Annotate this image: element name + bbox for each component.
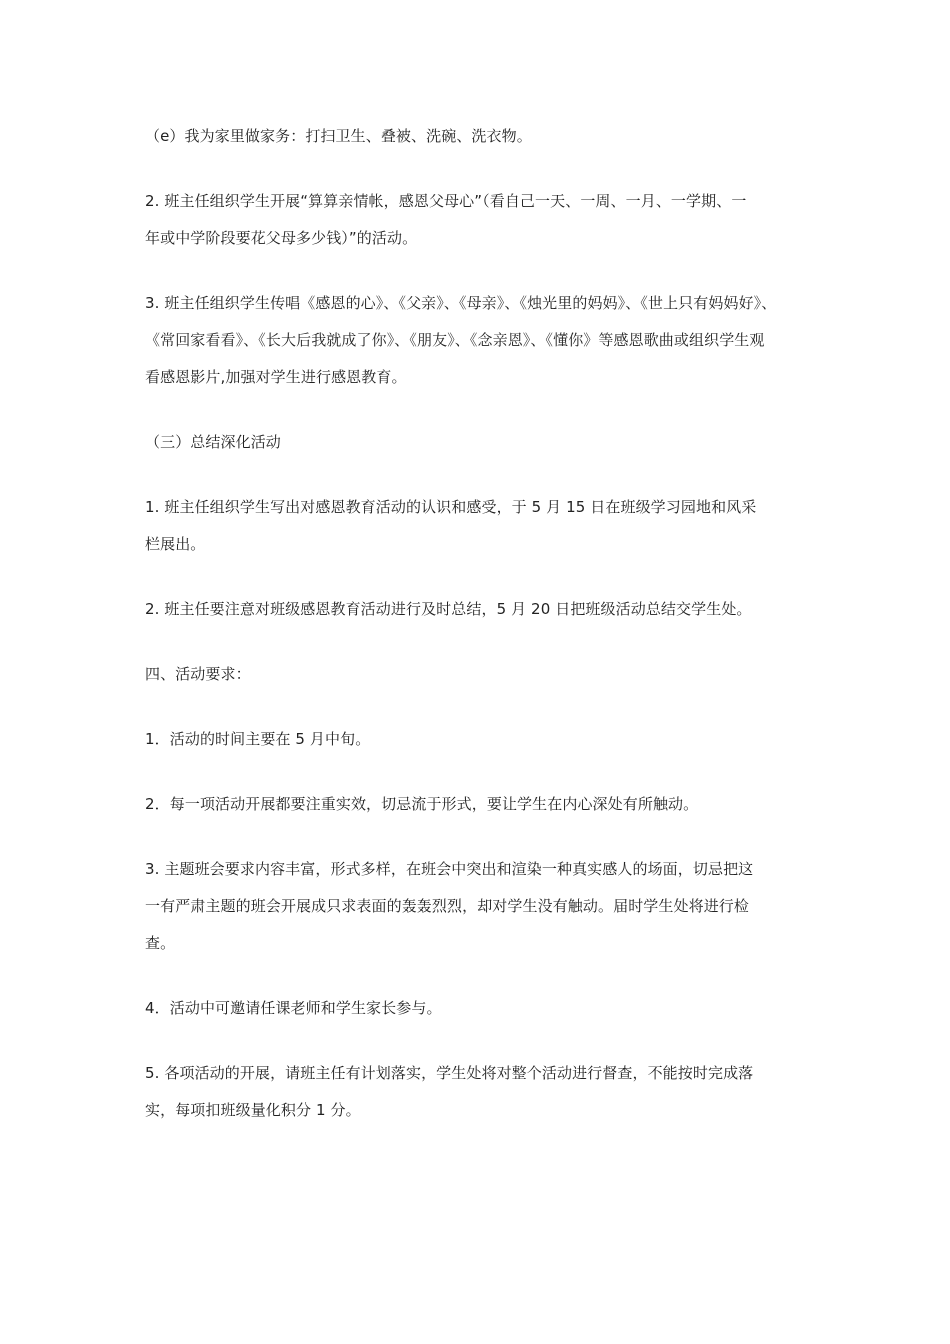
- text-line: 实，每项扣班级量化积分 1 分。: [145, 1101, 361, 1119]
- document-page: [145, 118, 815, 1157]
- requirement-item-2: [145, 786, 815, 823]
- text-line: 看感恩影片,加强对学生进行感恩教育。: [145, 368, 407, 386]
- requirement-item-4: [145, 990, 815, 1027]
- text-line: 2. 班主任组织学生开展“算算亲情帐，感恩父母心”（看自己一天、一周、一月、一学期、一: [145, 192, 747, 210]
- section-heading-requirements: [145, 656, 815, 693]
- text-line: 1．活动的时间主要在 5 月中旬。: [145, 730, 371, 748]
- paragraph-family-account: [145, 183, 815, 257]
- text-line: 四、活动要求：: [145, 665, 251, 683]
- requirement-item-1: [145, 721, 815, 758]
- text-line: 《常回家看看》、《长大后我就成了你》、《朋友》、《念亲恩》、《懂你》等感恩歌曲或组织学生观: [145, 331, 765, 349]
- text-line: 3. 班主任组织学生传唱《感恩的心》、《父亲》、《母亲》、《烛光里的妈妈》、《世上只有妈妈好》、: [145, 294, 777, 312]
- paragraph-housework: [145, 118, 815, 155]
- text-line: （三）总结深化活动: [145, 433, 281, 451]
- text-line: 3. 主题班会要求内容丰富，形式多样，在班会中突出和渲染一种真实感人的场面，切忌把这: [145, 860, 754, 878]
- text-line: （e）我为家里做家务：打扫卫生、叠被、洗碗、洗衣物。: [145, 127, 532, 145]
- text-line: 5. 各项活动的开展，请班主任有计划落实，学生处将对整个活动进行督查，不能按时完成落: [145, 1064, 754, 1082]
- requirement-item-3: [145, 851, 815, 962]
- section-heading-summary: [145, 424, 815, 461]
- requirement-item-5: [145, 1055, 815, 1129]
- text-line: 2．每一项活动开展都要注重实效，切忌流于形式，要让学生在内心深处有所触动。: [145, 795, 699, 813]
- text-line: 4．活动中可邀请任课老师和学生家长参与。: [145, 999, 442, 1017]
- text-line: 一有严肃主题的班会开展成只求表面的轰轰烈烈，却对学生没有触动。届时学生处将进行检: [145, 897, 750, 915]
- text-line: 栏展出。: [145, 535, 206, 553]
- text-line: 年或中学阶段要花父母多少钱）”的活动。: [145, 229, 418, 247]
- paragraph-summary-deadline: [145, 591, 815, 628]
- text-line: 查。: [145, 934, 176, 952]
- paragraph-reflections: [145, 489, 815, 563]
- paragraph-songs: [145, 285, 815, 396]
- text-line: 1. 班主任组织学生写出对感恩教育活动的认识和感受，于 5 月 15 日在班级学习园地和风采: [145, 498, 757, 516]
- text-line: 2. 班主任要注意对班级感恩教育活动进行及时总结，5 月 20 日把班级活动总结交学生处。: [145, 600, 752, 618]
